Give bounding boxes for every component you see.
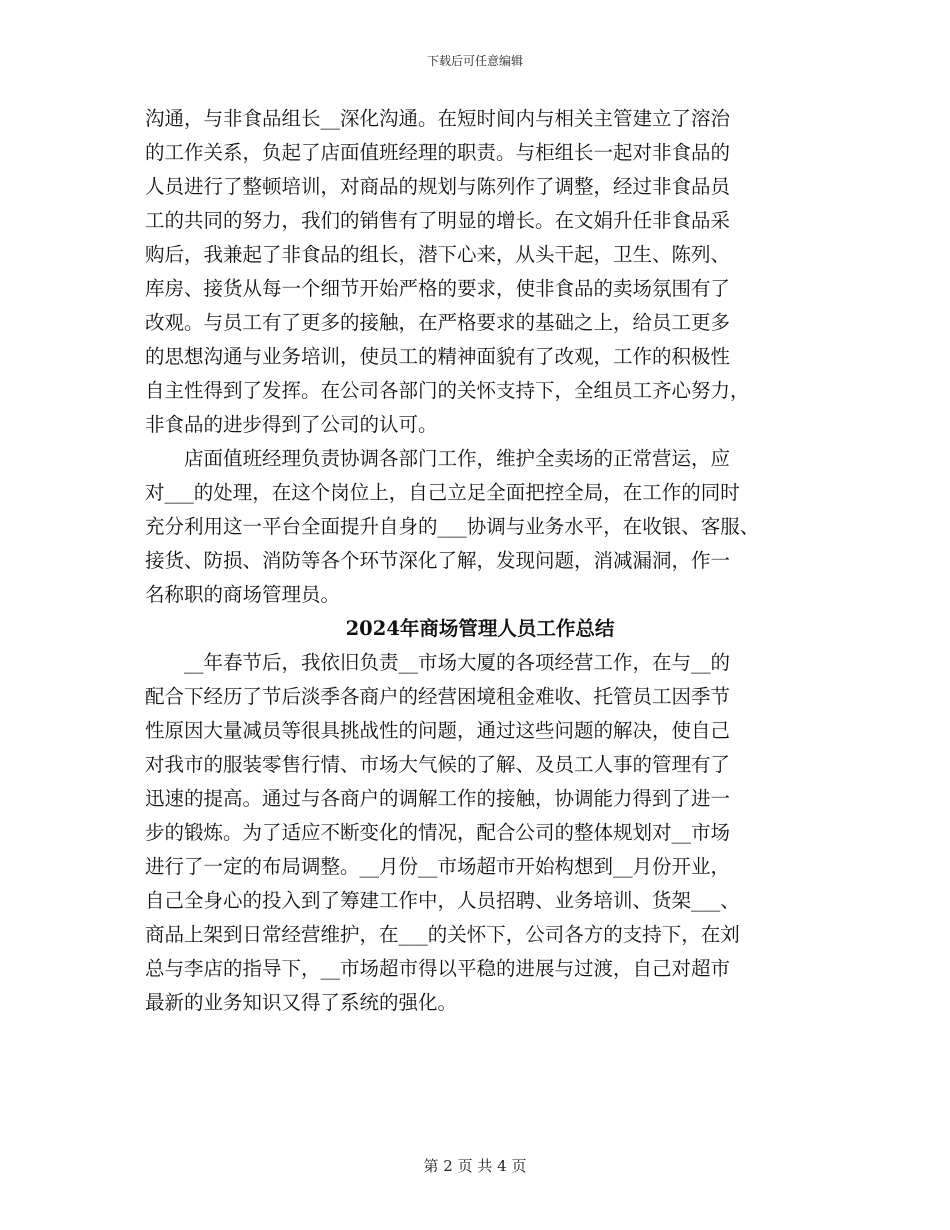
body-line: 人员进行了整顿培训，对商品的规划与陈列作了调整，经过非食品员 xyxy=(145,175,731,198)
body-line: 最新的业务知识又得了系统的强化。 xyxy=(145,991,458,1014)
body-line: 总与李店的指导下，__市场超市得以平稳的进展与过渡，自己对超市 xyxy=(145,957,731,980)
body-line: 商品上架到日常经营维护，在___的关怀下，公司各方的支持下，在刘 xyxy=(145,923,740,946)
body-line: 店面值班经理负责协调各部门工作，维护全卖场的正常营运，应 xyxy=(145,447,731,470)
body-line: 沟通，与非食品组长__深化沟通。在短时间内与相关主管建立了溶治 xyxy=(145,107,731,130)
body-line: 的思想沟通与业务培训，使员工的精神面貌有了改观，工作的积极性 xyxy=(145,345,731,368)
section-title: 2024年商场管理人员工作总结 xyxy=(345,617,615,640)
body-line: 性原因大量减员等很具挑战性的问题，通过这些问题的解决，使自己 xyxy=(145,719,731,742)
body-line: __年春节后，我依旧负责__市场大厦的各项经营工作，在与__的 xyxy=(145,651,731,674)
body-line: 迅速的提高。通过与各商户的调解工作的接触，协调能力得到了进一 xyxy=(145,787,731,810)
body-line: 非食品的进步得到了公司的认可。 xyxy=(145,413,438,436)
document-body xyxy=(145,102,815,1020)
body-line: 的工作关系，负起了店面值班经理的职责。与柜组长一起对非食品的 xyxy=(145,141,731,164)
body-line: 名称职的商场管理员。 xyxy=(145,583,341,606)
body-line: 改观。与员工有了更多的接触，在严格要求的基础之上，给员工更多 xyxy=(145,311,731,334)
body-line: 购后，我兼起了非食品的组长，潜下心来，从头干起，卫生、陈列、 xyxy=(145,243,731,266)
page-header: 下载后可任意编辑 xyxy=(426,54,523,68)
body-line: 步的锻炼。为了适应不断变化的情况，配合公司的整体规划对__市场 xyxy=(145,821,731,844)
body-line: 充分利用这一平台全面提升自身的___协调与业务水平，在收银、客服、 xyxy=(145,515,760,538)
body-line: 自己全身心的投入到了筹建工作中，人员招聘、业务培训、货架___、 xyxy=(145,889,740,912)
page-footer: 第 2 页 共 4 页 xyxy=(423,1157,527,1175)
body-line: 进行了一定的布局调整。__月份__市场超市开始构想到__月份开业， xyxy=(145,855,731,878)
body-line: 自主性得到了发挥。在公司各部门的关怀支持下，全组员工齐心努力， xyxy=(145,379,750,402)
body-line: 配合下经历了节后淡季各商户的经营困境租金难收、托管员工因季节 xyxy=(145,685,731,708)
body-line: 工的共同的努力，我们的销售有了明显的增长。在文娟升任非食品采 xyxy=(145,209,731,232)
body-line: 库房、接货从每一个细节开始严格的要求，使非食品的卖场氛围有了 xyxy=(145,277,731,300)
body-line: 接货、防损、消防等各个环节深化了解，发现问题，消减漏洞，作一 xyxy=(145,549,731,572)
body-line: 对___的处理，在这个岗位上，自己立足全面把控全局，在工作的同时 xyxy=(145,481,740,504)
body-line: 对我市的服装零售行情、市场大气候的了解、及员工人事的管理有了 xyxy=(145,753,731,776)
